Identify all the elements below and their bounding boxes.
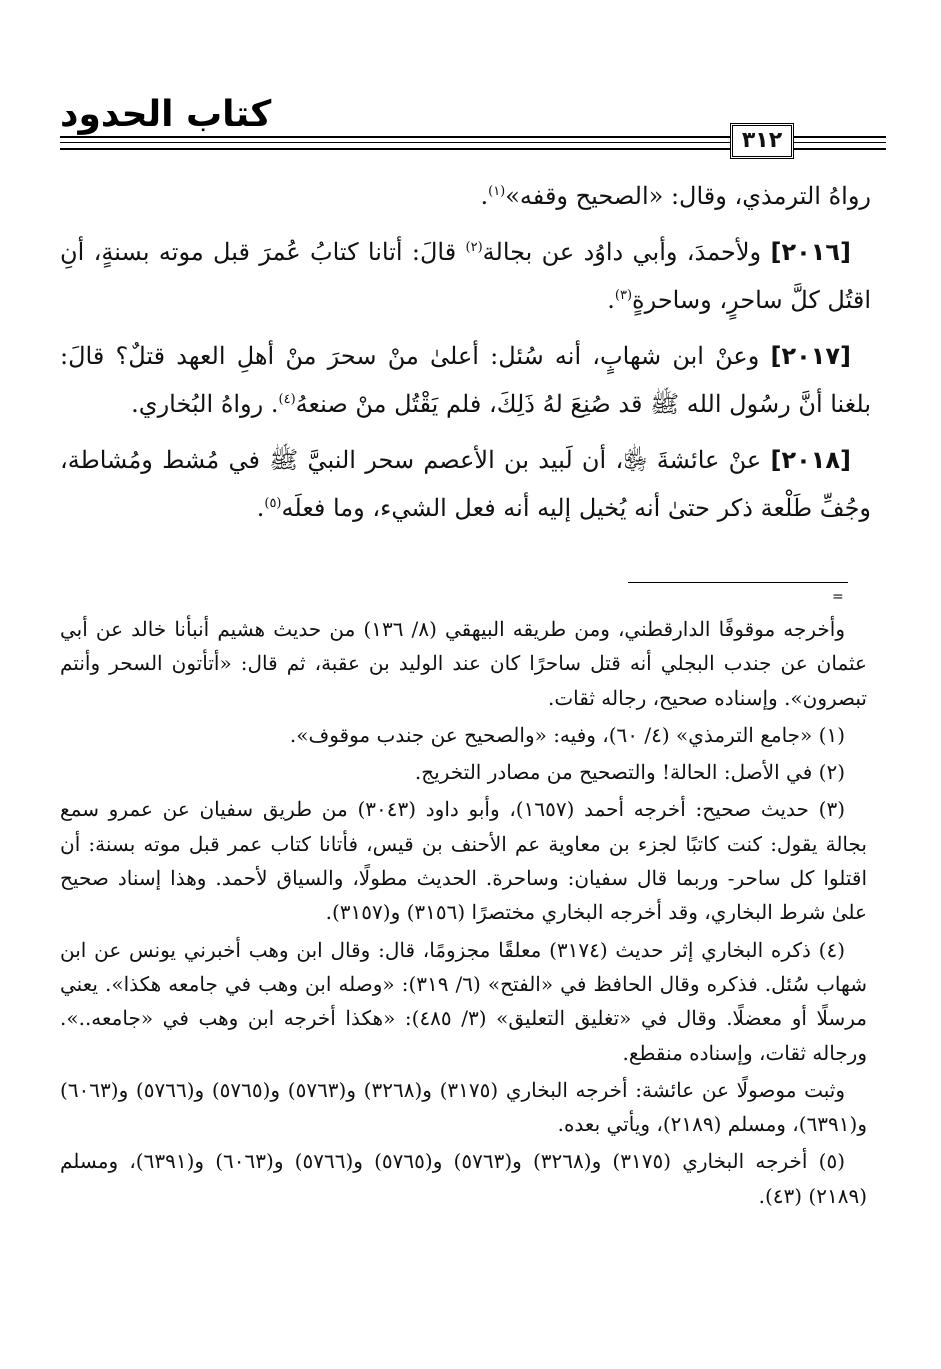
footnote-separator-rule <box>628 582 848 583</box>
footnote-4-continued: وثبت موصولًا عن عائشة: أخرجه البخاري (٣١٧٥) و(٣٢٦٨) و(٥٧٦٣) و(٥٧٦٥) و(٥٧٦٦) و(٦٠٦٣) و(٦٣٩١)، ومسلم (٢١٨٩)، ويأتي بعده. <box>60 1077 867 1137</box>
hadith-2016 <box>60 228 871 324</box>
footnote-ref-4: (٤) <box>278 392 296 407</box>
footnotes <box>60 612 867 1216</box>
hadith-number: [٢٠١٧] <box>770 342 851 370</box>
paragraph-narration <box>60 172 871 220</box>
hadith-text: وعنْ ابن شهابٍ، أنه سُئل: أعلىٰ منْ سحرَ منْ أهلِ العهد قتلٌ؟ قالَ: بلغنا أنَّ رسُول الله ﷺ قد صُنِعَ لهُ ذَلِكَ، فلم يَقْتُل منْ صنعهُ <box>60 342 871 418</box>
running-header-title: كتاب الحدود <box>60 94 272 135</box>
footnote-ref-2: (٢) <box>465 240 483 255</box>
hadith-end: . <box>607 286 615 314</box>
footnote-ref-1: (١) <box>488 184 506 199</box>
hadith-number: [٢٠١٨] <box>770 446 851 474</box>
footnote-3: (٣) حديث صحيح: أخرجه أحمد (١٦٥٧)، وأبو داود (٣٠٤٣) من طريق سفيان عن عمرو سمع بجالة يقول: كنت كاتبًا لجزء بن معاوية عم الأحنف بن قيس، فأتانا كتاب عمر قبل موته بسنة: أن اقتلوا كل ساحر- وربما قال سفيان: وساحرة. الحديث مطولًا، والسياق لأحمد. وهذا إسناد صحيح علىٰ شرط البخاري، وقد أخرجه البخاري مختصرًا (٣١٥٦) و(٣١٥٧). <box>60 797 867 925</box>
footnote-4: (٤) ذكره البخاري إثر حديث (٣١٧٤) معلقًا مجزومًا، قال: وقال ابن وهب أخبرني يونس عن ابن شهاب سُئل. فذكره وقال الحافظ في «الفتح» (٦/ ٣١٩): «وصله ابن وهب في جامعه هكذا». يعني مرسلًا أو معضلًا. وقال في «تغليق التعليق» (٣/ ٤٨٥): «هكذا أخرجه ابن وهب في «جامعه..». ورجاله ثقات، وإسناده منقطع. <box>60 937 867 1065</box>
hadith-text: قالَ: أتانا كتابُ عُمرَ قبل موته بسنةٍ، أنِ اقتُل كلَّ ساحرٍ، وساحرةٍ <box>60 238 871 314</box>
footnote-5: (٥) أخرجه البخاري (٣١٧٥) و(٣٢٦٨) و(٥٧٦٣) و(٥٧٦٥) و(٥٧٦٦) و(٦٠٦٣) و(٦٣٩١)، ومسلم (٢١٨٩) (٤٣). <box>60 1149 867 1208</box>
footnote-ref-5: (٥) <box>264 496 282 511</box>
hadith-2017 <box>60 332 871 428</box>
hadith-text: عنْ عائشةَ ﵂، أن لَبيد بن الأعصم سحر النبيَّ ﷺ في مُشط ومُشاطة، وجُفِّ طَلْعة ذكر حتىٰ أنه يُخيل إليه أنه فعل الشيء، وما فعلَه <box>60 446 871 522</box>
footnote-1: (١) «جامع الترمذي» (٤/ ٦٠)، وفيه: «والصحيح عن جندب موقوف». <box>289 722 845 747</box>
hadith-2018 <box>60 436 871 532</box>
hadith-text: . رواهُ البُخاري. <box>131 390 279 418</box>
hadith-text: ولأحمدَ، وأبي داوُد عن بجالة <box>482 238 771 266</box>
footnote-continued: وأخرجه موقوفًا الدارقطني، ومن طريقه البيهقي (٨/ ١٣٦) من حديث هشيم أنبأنا خالد عن أبي عثمان عن جندب البجلي أنه قتل ساحرًا كان عند الوليد بن عقبة، ثم قال: «أتأتون السحر وأنتم تبصرون». وإسناده صحيح، رجاله ثقات. <box>60 617 867 710</box>
hadith-number: [٢٠١٦] <box>770 238 851 266</box>
footnote-2: (٢) في الأصل: الحالة! والتصحيح من مصادر التخريج. <box>414 760 845 785</box>
main-text <box>60 172 871 540</box>
footnote-continuation-mark: = <box>832 589 844 605</box>
page-number: ٣١٢ <box>730 123 794 159</box>
paragraph-text: رواهُ الترمذي، وقال: «الصحيح وقفه» <box>505 182 871 210</box>
paragraph-end: . <box>480 182 489 210</box>
hadith-end: . <box>256 494 265 522</box>
footnote-ref-3: (٣) <box>614 288 633 303</box>
